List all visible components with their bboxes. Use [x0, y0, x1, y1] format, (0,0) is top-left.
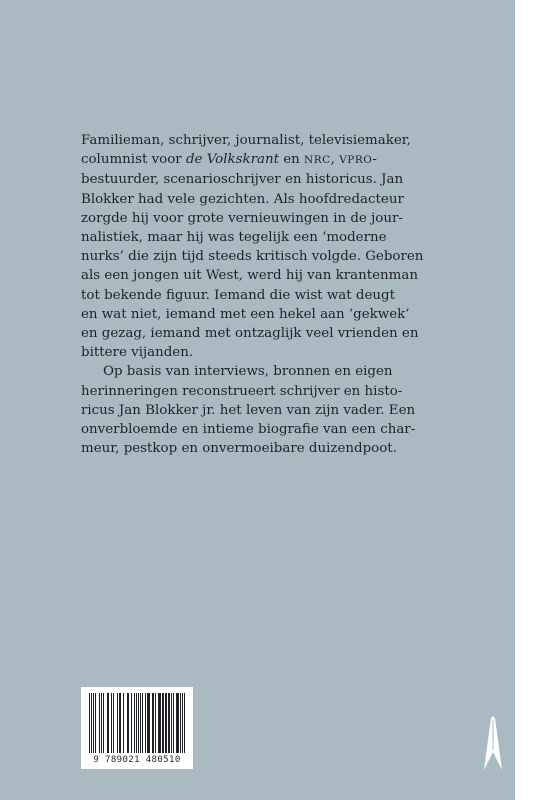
blurb-text — [81, 131, 481, 458]
blurb-text-run: en — [278, 152, 305, 168]
blurb-text-run: de Volkskrant — [185, 152, 279, 168]
blurb-line — [81, 286, 481, 305]
page-edge — [515, 0, 547, 800]
blurb-line — [81, 150, 481, 170]
isbn-number: 9 789021 480510 — [93, 755, 181, 765]
blurb-line — [81, 382, 481, 401]
barcode-bar — [184, 693, 185, 753]
blurb-text-run: en gezag, iemand met ontzaglijk veel vrienden en — [81, 326, 419, 342]
blurb-text-run: Op basis van interviews, bronnen en eigen — [103, 364, 393, 380]
blurb-text-run: - — [372, 152, 377, 168]
blurb-text-run: Blokker had vele gezichten. Als hoofdredacteur — [81, 191, 404, 207]
blurb-text-run: bestuurder, scenarioschrijver en historicus. Jan — [81, 172, 404, 188]
blurb-line — [81, 170, 481, 189]
blurb-text-run: herinneringen reconstrueert schrijver en histo- — [81, 383, 403, 399]
blurb-line — [81, 305, 481, 324]
blurb-text-run: en wat niet, iemand met een hekel aan ‘gekwek’ — [81, 306, 410, 322]
blurb-text-run: onverbloemde en intieme biografie van een char- — [81, 422, 416, 438]
blurb-line — [81, 190, 481, 209]
blurb-paragraph-1 — [81, 131, 481, 362]
blurb-text-run: meur, pestkop en onvermoeibare duizendpoot. — [81, 441, 397, 457]
blurb-line — [81, 439, 481, 458]
blurb-line — [81, 209, 481, 228]
blurb-text-run: ricus Jan Blokker jr. het leven van zijn vader. Een — [81, 402, 416, 418]
blurb-line — [81, 362, 481, 381]
blurb-text-run: , — [330, 152, 340, 168]
blurb-text-run: NRC — [304, 154, 331, 167]
blurb-text-run: tot bekende figuur. Iemand die wist wat deugt — [81, 287, 395, 303]
blurb-text-run: columnist voor — [81, 152, 186, 168]
blurb-text-run: bittere vijanden. — [81, 345, 194, 361]
blurb-text-run: zorgde hij voor grote vernieuwingen in de jour- — [81, 210, 403, 226]
barcode — [81, 687, 193, 769]
blurb-line — [81, 324, 481, 343]
publisher-logo-icon — [482, 712, 504, 772]
barcode-bars — [89, 693, 185, 753]
blurb-line — [81, 228, 481, 247]
blurb-paragraph-2 — [81, 362, 481, 458]
blurb-line — [81, 247, 481, 266]
blurb-text-run: Familieman, schrijver, journalist, televisiemaker, — [81, 133, 411, 148]
blurb-line — [81, 420, 481, 439]
blurb-line — [81, 266, 481, 285]
blurb-text-run: als een jongen uit West, werd hij van krantenman — [81, 268, 418, 284]
blurb-text-run: nalistiek, maar hij was tegelijk een ‘moderne — [81, 230, 387, 246]
blurb-line — [81, 343, 481, 362]
blurb-line — [81, 401, 481, 420]
blurb-line — [81, 131, 481, 150]
blurb-text-run: VPRO — [339, 154, 373, 167]
blurb-text-run: nurks’ die zijn tijd steeds kritisch volgde. Geboren — [81, 249, 424, 265]
